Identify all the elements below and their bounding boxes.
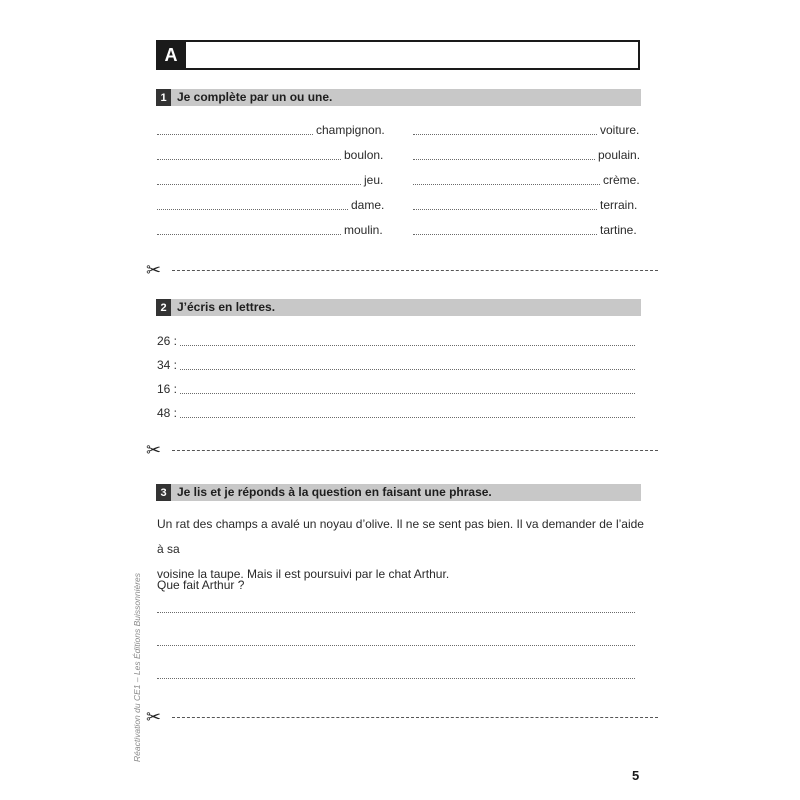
- answer-line[interactable]: [157, 209, 348, 210]
- exercise-1-number: 1: [156, 89, 171, 106]
- scissors-icon: ✂: [146, 260, 162, 280]
- word-right-2: poulain.: [598, 148, 641, 162]
- answer-line[interactable]: [413, 209, 597, 210]
- cut-line: [172, 270, 658, 271]
- answer-line[interactable]: [413, 184, 600, 185]
- word-right-3: crème.: [603, 173, 640, 187]
- answer-line[interactable]: [180, 393, 635, 394]
- answer-line[interactable]: [413, 134, 597, 135]
- reading-text-line-2: voisine la taupe. Mais il est poursuivi par le chat Arthur.: [157, 567, 450, 581]
- answer-line[interactable]: [157, 134, 313, 135]
- answer-line[interactable]: [157, 645, 635, 646]
- number-label-4: 48 :: [157, 406, 178, 420]
- reading-text: [157, 512, 647, 587]
- word-left-2: boulon.: [344, 148, 384, 162]
- answer-line[interactable]: [157, 678, 635, 679]
- word-right-1: voiture.: [600, 123, 640, 137]
- answer-line[interactable]: [157, 612, 635, 613]
- answer-line[interactable]: [413, 159, 595, 160]
- exercise-2-title: J’écris en lettres.: [177, 300, 276, 314]
- answer-line[interactable]: [413, 234, 597, 235]
- scissors-icon: ✂: [146, 707, 162, 727]
- scissors-icon: ✂: [146, 440, 162, 460]
- answer-line[interactable]: [180, 369, 635, 370]
- exercise-3-number: 3: [156, 484, 171, 501]
- number-label-1: 26 :: [157, 334, 178, 348]
- word-right-5: tartine.: [600, 223, 637, 237]
- exercise-3-title: Je lis et je réponds à la question en faisant une phrase.: [177, 485, 492, 499]
- exercise-2-number: 2: [156, 299, 171, 316]
- header-box: [156, 40, 640, 70]
- word-left-5: moulin.: [344, 223, 383, 237]
- cut-line: [172, 717, 658, 718]
- answer-line[interactable]: [157, 184, 361, 185]
- cut-line: [172, 450, 658, 451]
- reading-text-line-1: Un rat des champs a avalé un noyau d’olive. Il ne se sent pas bien. Il va demander de l’aide à sa: [157, 517, 644, 556]
- word-left-1: champignon.: [316, 123, 385, 137]
- exercise-1-title: Je complète par un ou une.: [177, 90, 333, 104]
- number-label-2: 34 :: [157, 358, 178, 372]
- header-letter: A: [156, 40, 186, 70]
- answer-line[interactable]: [157, 234, 341, 235]
- answer-line[interactable]: [157, 159, 341, 160]
- number-label-3: 16 :: [157, 382, 178, 396]
- page-number: 5: [632, 768, 640, 783]
- word-right-4: terrain.: [600, 198, 638, 212]
- side-credit: Réactivation du CE1 – Les Éditions Buissonnières: [132, 573, 142, 762]
- answer-line[interactable]: [180, 417, 635, 418]
- answer-line[interactable]: [180, 345, 635, 346]
- question: Que fait Arthur ?: [157, 578, 245, 592]
- word-left-4: dame.: [351, 198, 385, 212]
- word-left-3: jeu.: [364, 173, 384, 187]
